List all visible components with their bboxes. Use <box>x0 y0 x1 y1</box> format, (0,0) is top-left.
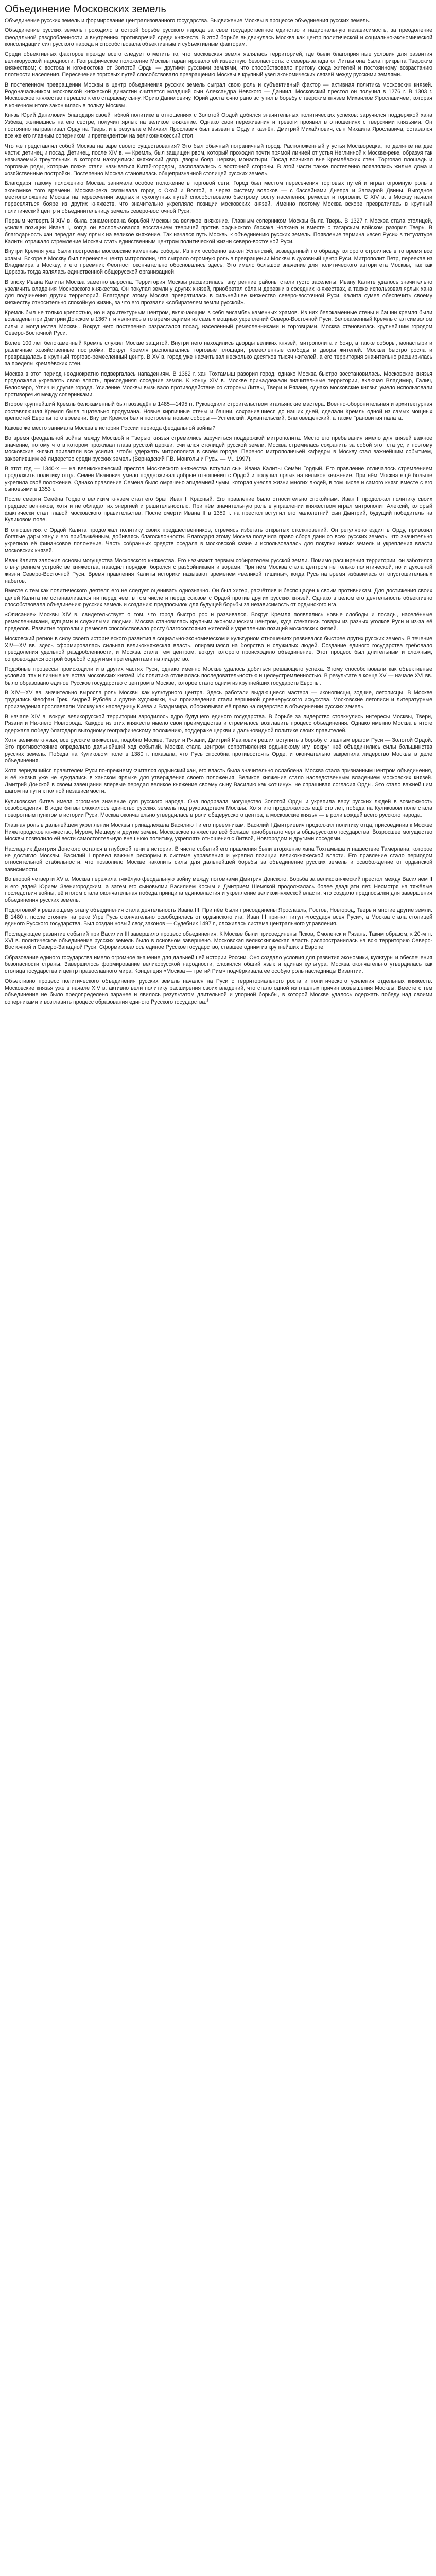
paragraph: Главная роль в дальнейшем укреплении Москвы принадлежала Василию I и его преемникам. Василий I Дмитриевич продолжил политику отца, присоединив к Москве Нижегородское княжество, Муром, Мещеру и другие земли. Московское княжество всё больше приобретало черты общерусского государства. Возросшее могущество Москвы позволило ей вести самостоятельную внешнюю политику, укреплять отношения с Литвой, Новгородом и другими соседями. <box>5 822 432 842</box>
paragraph: Кремль был не только крепостью, но и архитектурным центром, включающим в себя ансамбль каменных храмов. Из них белокаменные стены и башни кремля были возведены при Дмитрии Донском в 1367 г. и являлись в то время одними из самых мощных укреплений Северо-Восточной Руси. Белокаменный Кремль стал символом силы и могущества Москвы. Вокруг него постепенно разрастался посад, населённый ремесленниками и торговцами. Москва становилась крупнейшим городом Северо-Восточной Руси. <box>5 310 432 337</box>
footnote-marker: 1 <box>206 998 209 1003</box>
paragraph: Хотя великие князья, все русские княжества, подобно Москве, Твери и Рязани, Дмитрий Иванович решил вступить в борьбу с главным врагом Руси — Золотой Ордой. Это противостояние определило дальнейший ход событий. Москва стала центром сопротивления ордынскому игу, вокруг неё объединились силы большинства русских земель. Победа на Куликовом поле в 1380 г. показала, что Русь способна противостоять Орде, и окончательно закрепила лидерство Москвы в деле объединения. <box>5 737 432 764</box>
paragraph: В XIV—XV вв. значительно выросла роль Москвы как культурного центра. Здесь работали выдающиеся мастера — иконописцы, зодчие, летописцы. В Москве трудились Феофан Грек, Андрей Рублёв и другие художники, чьи произведения стали вершиной древнерусского искусства. Московские летописи и литературные произведения прославляли Москву как наследницу Киева и Владимира, обосновывая её право на лидерство в объединении русских земель. <box>5 689 432 710</box>
paragraph: Каково же место занимала Москва в истории России периода феодальной войны? <box>5 425 216 432</box>
paragraph: «Описание» Москвы XIV в. свидетельствует о том, что город быстро рос и развивался. Вокруг Кремля появлялись новые слободы и посады, населённые ремесленниками, купцами и служилыми людьми. Москва становилась крупным экономическим центром, куда стекались товары из разных уголков Руси и из-за её пределов. Развитие торговли и ремёсел способствовало росту благосостояния жителей и укреплению позиций московских князей. <box>5 612 432 632</box>
paragraph: Образование единого государства имело огромное значение для дальнейшей истории России. Оно создало условия для развития экономики, культуры и обеспечения безопасности страны. Завершилось формирование великорусской народности, сложился общий язык и единая культура. Москва окончательно утвердилась как столица государства и центр православного мира. Концепция «Москва — третий Рим» подчёркивала её особую роль наследницы Византии. <box>5 954 432 975</box>
paragraph: Среди объективных факторов прежде всего следует отметить то, что московская земля являлась территорией, где были благоприятные условия для развития великорусской народности. Географическое положение Москвы гарантировало ей известную безопасность: с севера-запада от Литвы она была прикрыта Тверским княжеством; с востока и юго-востока от Золотой Орды — другими русскими землями, что способствовало притоку сюда жителей и постоянному возрастанию плотности населения. Пересечение торговых путей способствовало превращению Москвы в крупный узел экономических связей между русскими землями. <box>5 51 432 78</box>
paragraph: Первым четвертый XIV в. была ознаменована борьбой Москвы за великое княжение. Главным соперником Москвы была Тверь. В 1327 г. Москва стала столицей, усилив позиции Ивана I, когда он воспользовался восстанием тверичей против ордынского баскака Чолхана и вместе с татарским войском разорил Тверь. В благодарность хан передал ему ярлык на великое княжение. Так начался путь Москвы к объединению русских земель. Появление термина «всея Руси» в титулатуре Калиты отражало стремление Москвы стать единственным центром политической жизни северо-восточной Руси. <box>5 217 432 245</box>
paragraph: Подготовкой к решающему этапу объединения стала деятельность Ивана III. При нём были присоединены Ярославль, Ростов, Новгород, Тверь и многие другие земли. В 1480 г. после стояния на реке Угре Русь окончательно освободилась от ордынского ига. Иван III принял титул «государя всея Руси», а Москва стала столицей единого Русского государства. Был создан новый свод законов — Судебник 1497 г., сложилась система центрального управления. <box>5 907 432 927</box>
paragraph: В эпоху Ивана Калиты Москва заметно выросла. Территория Москвы расширилась, внутренние районы стали густо заселены. Ивану Калите удалось значительно увеличить владения Московского княжества. Он покупал земли у других князей, приобретал сёла и деревни в соседних княжествах, а также использовал ярлык хана для подчинения других территорий. Благодаря этому Москва превратилась в сильнейшее княжество северо-восточной Руси. Калита сумел обеспечить своему княжеству относительно спокойную жизнь, за что его прозвали «собирателем земли русской». <box>5 279 432 306</box>
paragraph: Наследник Дмитрия Донского остался в глубокой тени в истории. В числе событий его правления были вторжение хана Тохтамыша и нашествие Тамерлана, которое не достигло Москвы. Василий I провёл важные реформы в системе управления и укрепил позиции великокняжеской власти. Его правление стало периодом относительной стабильности, что позволило Москве накопить силы для дальнейшей борьбы за объединение русских земель и освобождение от ордынской зависимости. <box>5 845 432 873</box>
paragraph: Во второй четверти XV в. Москва пережила тяжёлую феодальную войну между потомками Дмитрия Донского. Борьба за великокняжеский престол между Василием II и его дядей Юрием Звенигородским, а затем его сыновьями Василием Косым и Дмитрием Шемякой продолжалась более двадцати лет. Несмотря на тяжёлые последствия войны, её итогом стала окончательная победа принципа единовластия и укрепление великокняжеской власти, что создало предпосылки для завершения объединения русских земель. <box>5 876 432 904</box>
paragraph: Объединение русских земель проходило в острой борьбе русского народа за свое государственное единство и национальную независимость, за преодоление феодальной раздробленности и внутренних противоречий среди княжеств. В этой борьбе выдвинулась Москва как центр политической и социально-экономической консолидации сил русского народа и способствовала объективным и субъективным факторам. <box>5 27 432 48</box>
paragraph: Князь Юрий Данилович благодаря своей гибкой политике в отношениях с Золотой Ордой добился значительных политических успехов: заручился поддержкой хана Узбека, женившись на его сестре, получил ярлык на великое княжение. Однако свои переживания и тревоги проявил в отношениях с тверскими князьями. Он постоянно натравливал Орду на Тверь, и в результате Михаил Ярославич был вызван в Орду и казнён. Дмитрий Михайлович, сын Михаила Ярославича, оставался все же его главным соперником и претендентом на великокняжеский стол. <box>5 112 432 140</box>
paragraph: Во время феодальной войны между Москвой и Тверью князья стремились заручиться поддержкой митрополита. Место его пребывания имело для князей важное значение, потому что в котором проживал глава русской церкви, считался столицей русской земли. Москва стремилась сохранить за собой этот статус, и поэтому московские князья прилагали все усилия, чтобы удержать митрополита в своём городе. Перенос митрополичьей кафедры в Москву стал важнейшим событием, закрепившим её лидерство среди русских земель (Вернадский Г.В. Монголы и Русь. — М., 1997). <box>5 435 432 462</box>
paragraph: В этот год — 1340-х — на великокняжеский престол Московского княжества вступил сын Ивана Калиты Семён Гордый. Его правление отличалось стремлением продолжить политику отца. Семён Иванович умело поддерживал добрые отношения с Ордой и получил ярлык на великое княжение. При нём Москва ещё больше укрепила своё положение. Однако правление Семёна было омрачено эпидемией чумы, которая унесла жизни многих людей, в том числе и самого князя вместе с его сыновьями в 1353 г. <box>5 465 432 493</box>
page-title: Объединение Московских земель <box>5 4 166 15</box>
article <box>0 0 436 1006</box>
paragraph: Что же представлял собой Москва на заре своего существования? Это был обычный пограничный город. Расположенный у устья Москворецка, по делянке на две части: детинец и посад. Детинец, после XIV в. — Кремль, был защищен рвом, который проходил почти прямой линией от устья Неглинной к Москве-реке, образуя так называемый треугольник, в котором находились: княжеский двор, дворы бояр, церкви, монастыри. Посад возникал вне Кремлёвских стен. Торговая площадь и торговые ряды, которые позже стали называться Китай-городом, располагались с восточной стороны. В этой части также постепенно появлялись жилые дома и хозяйственные постройки. Постепенно Москва становилась общепризнанной столицей русских земель. <box>5 143 432 177</box>
paragraph: Москва в этот период неоднократно подвергалась нападениям. В 1382 г. хан Тохтамыш разорил город, однако Москва быстро восстановилась. Московские князья продолжали укреплять свою власть, присоединяя соседние земли. К концу XIV в. Москве принадлежали значительные территории, включая Владимир, Галич, Белоозеро, Углич и другие города. Усиление Москвы вызывало противодействие со стороны Литвы, Твери и Рязани, однако московские князья умело использовали противоречия между соперниками. <box>5 370 432 398</box>
paragraph: Объединение русских земель и формирование централизованного государства. Выдвижение Москвы в процессе объединения русских земель. <box>5 18 371 24</box>
paragraph: Московский регион в силу своего исторического развития в социально-экономическом и культурном отношениях развивался быстрее других русских земель. В течение XIV—XV вв. здесь сформировалась сильная великокняжеская власть, опиравшаяся на боярство и служилых людей. Создание единого государства требовало преодоления удельной раздробленности, и Москва стала тем центром, вокруг которого происходило объединение. Этот процесс был длительным и сложным, сопровождался острой борьбой с другими претендентами на лидерство. <box>5 635 432 663</box>
paragraph: Благодаря такому положению Москва занимала особое положение в торговой сети. Город был местом пересечения торговых путей и играл огромную роль в экономике того времени. Москва-река связывала город с Окой и Волгой, а через систему волоков — с бассейнами Днепра и Западной Двины. Выгодное местоположение Москвы на пересечении водных и сухопутных путей способствовало быстрому росту населения, ремесел и торговли. С XIV в. в Москву начали переселяться бояре из других княжеств, что значительно укрепляло позиции московских князей. Именно поэтому Москва вскоре превратилась в крупный политический центр и объединительницу земель северо-восточной Руси. <box>5 180 432 214</box>
paragraph: Куликовская битва имела огромное значение для русского народа. Она подорвала могущество Золотой Орды и укрепила веру русских людей в возможность освобождения. В ходе битвы сложилось единство русских земель под руководством Москвы. Хотя иго продолжалось ещё сто лет, победа на Куликовом поле стала поворотным пунктом в истории Руси. Москва окончательно утвердилась в роли общерусского центра, а московские князья — в роли вождей всего русского народа. <box>5 798 432 819</box>
paragraph: После смерти Семёна Гордого великим князем стал его брат Иван II Красный. Его правление было относительно спокойным. Иван II продолжал политику своих предшественников, хотя и не обладал их энергией и решительностью. При нём значительную роль в управлении княжеством играл митрополит Алексий, который фактически стал главой московского правительства. После смерти Ивана II в 1359 г. на престол вступил его малолетний сын Дмитрий, будущий победитель на Куликовом поле. <box>5 496 432 523</box>
paragraph: Второе крупнейший Кремль белокаменный был возведён в 1485—1495 гг. Руководили строительством итальянские мастера. Военно-оборонительная и архитектурная составляющая Кремля была тщательно продумана. Новые кирпичные стены и башни, сохранившиеся до наших дней, сделали Кремль одной из самых мощных крепостей Европы того времени. Внутри Кремля были построены новые соборы — Успенский, Архангельский, Благовещенский, а также Грановитая палата. <box>5 401 432 421</box>
paragraph: Более 100 лет белокаменный Кремль служил Москве защитой. Внутри него находились дворцы великих князей, митрополита и бояр, а также соборы, монастыри и различные хозяйственные постройки. Вокруг Кремля располагались торговые площади, ремесленные слободы и дворы жителей. Москва быстро росла и превращалась в крупный торгово-ремесленный центр. В XV в. город уже насчитывал несколько десятков тысяч жителей, а его территория значительно расширилась за пределы кремлёвских стен. <box>5 340 432 367</box>
paragraph: Хотя вернувшийся правителем Руси по-прежнему считался ордынский хан, его власть была значительно ослаблена. Москва стала признанным центром объединения, и её князья уже не нуждались в ханском ярлыке для утверждения своего положения. Великое княжение стало наследственным владением московских князей. Дмитрий Донской в своём завещании впервые передал великое княжение своему сыну Василию как «отчину», не спрашивая согласия Орды. Это стало важнейшим шагом на пути к полной независимости. <box>5 768 432 795</box>
paragraph: В начале XIV в. вокруг великорусской территории зародилось ядро будущего единого государства. В борьбе за лидерство столкнулись интересы Москвы, Твери, Рязани и Нижнего Новгорода. Каждое из этих княжеств имело свои преимущества и стремилось возглавить процесс объединения. Однако именно Москва в итоге одержала победу благодаря выгодному географическому положению, поддержке церкви и дальновидной политике своих правителей. <box>5 713 432 734</box>
paragraph: Иван Калита заложил основы могущества Московского княжества. Его называют первым собирателем русской земли. Помимо расширения территории, он заботился о внутреннем устройстве княжества, наводил порядок, боролся с разбойниками и ворами. При нём Москва стала центром не только политической, но и духовной жизни Северо-Восточной Руси. Время правления Калиты историки называют временем «великой тишины», когда Русь на время избавилась от опустошительных набегов. <box>5 557 432 585</box>
paragraph: В постепенном превращении Москвы в центр объединения русских земель сыграл свою роль и субъективный фактор — активная политика московских князей. Родоначальником московской княжеской династии считается младший сын Александра Невского — Даниил. Московский престол он получил в 1276 г. В 1303 г. Московское княжество перешло к его старшему сыну, Юрию Даниловичу. Юрий достаточно рано вступил в борьбу с тверским князем Михаилом Ярославичем, которая в конечном итоге закончилась в пользу Москвы. <box>5 81 432 109</box>
paragraph: Объективно процесс политического объединения русских земель начался на Руси с территориального роста и политического усиления отдельных княжеств. Московские князья уже в начале XIV в. активно вели политику расширения своих владений, что стало одной из главных причин возвышения Москвы. Вместе с тем объединение не было предопределено заранее и явилось результатом длительной и упорной борьбы, в которой Москве удалось одержать победу над своими соперниками и возглавить процесс образования единого Русского государства.$^1$ <box>5 978 432 1005</box>
paragraph: Вместе с тем как политического деятеля его не следует оценивать однозначно. Он был хитер, расчётлив и беспощаден к своим противникам. Для достижения своих целей Калита не останавливался ни перед чем, в том числе и перед союзом с Ордой против других русских князей. Однако в целом его деятельность объективно способствовала объединению русских земель и созданию предпосылок для будущей борьбы за независимость от ордынского ига. <box>5 588 432 608</box>
paragraph: Внутри Кремля уже были построены московские каменные соборы. Из них особенно важен Успенский, возведенный по образцу которого строились в то время все храмы. Вскоре в Москву был перенесен центр митрополии, что сыграло огромную роль в превращении Москвы в духовный центр Руси. Митрополит Петр, переехав из Владимира в Москву, и его преемник Феогност окончательно обосновались здесь. Это имело большое значение для политического авторитета Москвы, так как Церковь тогда являлась единственной общерусской организацией. <box>5 248 432 276</box>
paragraph: В отношениях с Ордой Калита продолжал политику своих предшественников, стремясь избегать открытых столкновений. Он регулярно ездил в Орду, привозил богатые дары хану и его приближённым, добиваясь благосклонности. Благодаря этому Москва получила право сбора дани со всех русских земель, что значительно укрепило её финансовое положение. Часть собранных средств оседала в московской казне и использовалась для покупки новых земель и укрепления власти московских князей. <box>5 527 432 554</box>
paragraph: Последующее развитие событий при Василии III завершило процесс объединения. К Москве были присоединены Псков, Смоленск и Рязань. Таким образом, к 20-м гг. XVI в. политическое объединение русских земель было в основном завершено. Московская великокняжеская власть распространилась на всю территорию Северо-Восточной и Северо-Западной Руси. Сформировалось единое Русское государство, ставшее одним из крупнейших в Европе. <box>5 930 432 951</box>
paragraph: Подобные процессы происходили и в других частях Руси, однако именно Москве удалось добиться решающего успеха. Этому способствовали как объективные условия, так и личные качества московских князей. Их политика отличалась последовательностью и целеустремлённостью. В результате в конце XV — начале XVI вв. было образовано единое Русское государство с центром в Москве, которое стало одним из крупнейших государств Европы. <box>5 666 432 686</box>
article-body <box>5 18 432 1006</box>
